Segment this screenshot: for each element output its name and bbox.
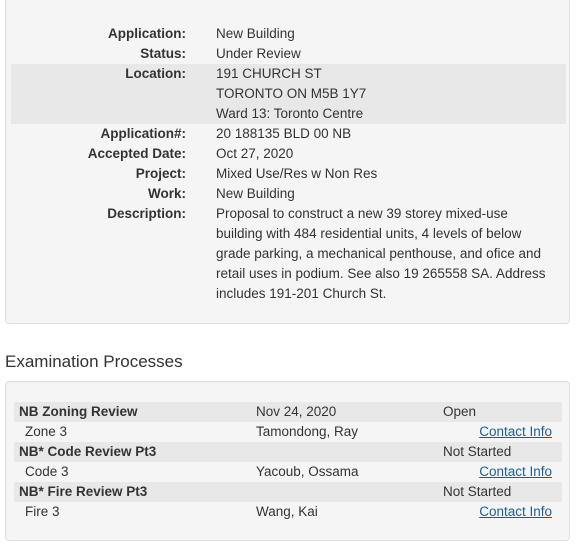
contact-info-link[interactable]: Contact Info: [479, 464, 552, 479]
process-examiner: Wang, Kai: [256, 504, 318, 519]
contact-info-link[interactable]: Contact Info: [479, 424, 552, 439]
process-date: Nov 24, 2020: [256, 404, 337, 419]
process-name: NB Zoning Review: [19, 404, 138, 419]
process-detail-row: [14, 462, 562, 482]
detail-label: Application:: [108, 26, 186, 41]
detail-value: New Building: [216, 186, 295, 201]
detail-value-line: 191 CHURCH ST: [216, 66, 322, 81]
process-status: Not Started: [443, 444, 512, 459]
process-detail-row: [14, 502, 562, 522]
process-examiner: Tamondong, Ray: [256, 424, 359, 439]
detail-row-location: [11, 64, 566, 124]
process-examiner: Yacoub, Ossama: [256, 464, 359, 479]
detail-value-line: TORONTO ON M5B 1Y7: [216, 86, 367, 101]
process-name: NB* Fire Review Pt3: [19, 484, 148, 499]
detail-label: Work:: [147, 186, 186, 201]
contact-info-link[interactable]: Contact Info: [479, 504, 552, 519]
section-title-examination: Examination Processes: [5, 352, 183, 371]
detail-value: 20 188135 BLD 00 NB: [216, 126, 352, 141]
detail-label: Application#:: [100, 126, 186, 141]
detail-label: Description:: [107, 206, 186, 221]
detail-row-description: [11, 204, 566, 304]
detail-label: Status:: [140, 46, 186, 61]
description-line: includes 191-201 Church St.: [216, 286, 387, 301]
detail-value-line: Ward 13: Toronto Centre: [216, 106, 364, 121]
process-status: Not Started: [443, 484, 512, 499]
detail-label: Location:: [125, 66, 186, 81]
detail-value: Oct 27, 2020: [216, 146, 294, 161]
detail-value: Under Review: [216, 46, 301, 61]
process-group: Fire 3: [25, 504, 60, 519]
application-details-panel: [5, 0, 570, 324]
process-group: Zone 3: [25, 424, 68, 439]
detail-value: New Building: [216, 26, 295, 41]
process-group: Code 3: [25, 464, 69, 479]
process-detail-row: [14, 422, 562, 442]
process-status: Open: [443, 404, 477, 419]
detail-value: Mixed Use/Res w Non Res: [216, 166, 378, 181]
description-line: building with 484 residential units, 4 levels of below: [216, 226, 522, 241]
description-line: grade parking, a mechanical penthouse, and ofice and: [216, 246, 541, 261]
process-row: [14, 442, 562, 462]
description-line: Proposal to construct a new 39 storey mixed-use: [216, 206, 508, 221]
process-row: [14, 482, 562, 502]
process-name: NB* Code Review Pt3: [19, 444, 157, 459]
detail-label: Project:: [135, 166, 186, 181]
description-line: retail uses in podium. See also 19 265558 SA. Address: [216, 266, 546, 281]
detail-label: Accepted Date:: [87, 146, 186, 161]
process-row: [14, 402, 562, 422]
